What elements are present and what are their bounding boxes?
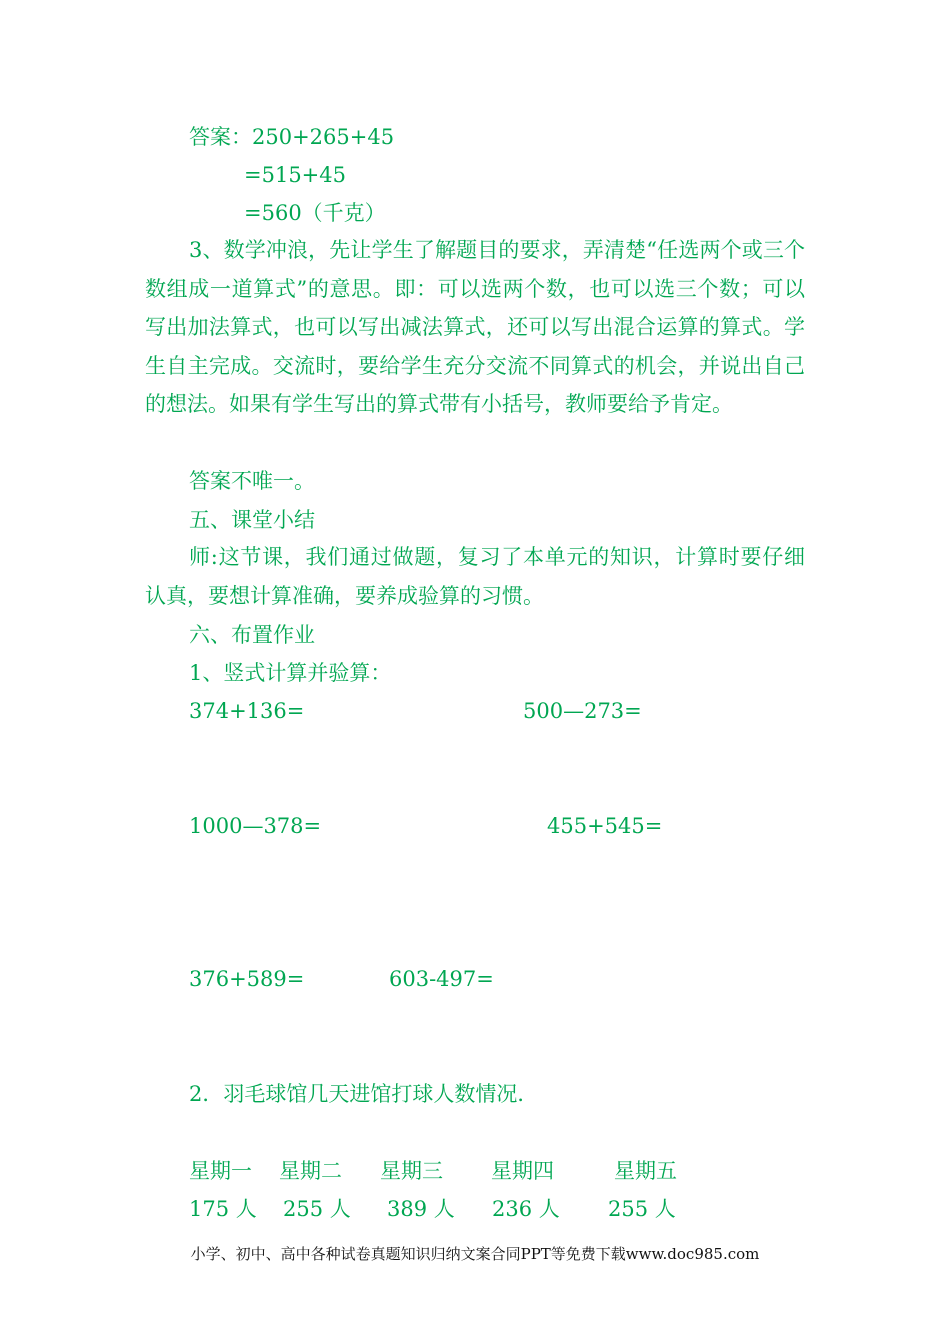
- problem-1: 374+136=: [189, 699, 305, 723]
- summary-paragraph: 师:这节课，我们通过做题，复习了本单元的知识，计算时要仔细认真，要想计算准确，要养成验算的习惯。: [145, 545, 805, 608]
- homework-task2-title: 2．羽毛球馆几天进馆打球人数情况．: [189, 1082, 539, 1106]
- table-count-2: 255 人: [283, 1197, 351, 1221]
- table-day-1: 星期一: [189, 1159, 252, 1183]
- table-day-2: 星期二: [279, 1159, 342, 1183]
- section3-paragraph: 3、数学冲浪，先让学生了解题目的要求，弄清楚“任选两个或三个数组成一道算式”的意思。即：可以选两个数，也可以选三个数；可以写出加法算式，也可以写出减法算式，还可以写出混合运算的算式。学生自主完成。交流时，要给学生充分交流不同算式的机会，并说出自己的想法。如果有学生写出的算式带有小括号，教师要给予肯定。: [145, 238, 805, 416]
- answer-line-1: 答案：250+265+45: [189, 125, 395, 149]
- table-count-5: 255 人: [608, 1197, 676, 1221]
- answer-line-2: =515+45: [244, 163, 346, 187]
- problem-4: 455+545=: [547, 814, 663, 838]
- problem-6: 603-497=: [389, 967, 494, 991]
- footer-text: 小学、初中、高中各种试卷真题知识归纳文案合同PPT等免费下载www.doc985.com: [190, 1245, 760, 1263]
- problem-5: 376+589=: [189, 967, 305, 991]
- problem-2: 500—273=: [523, 699, 642, 723]
- section3-answer-note: 答案不唯一。: [189, 469, 315, 493]
- table-day-5: 星期五: [614, 1159, 677, 1183]
- answer-line-3: =560（千克）: [244, 201, 386, 225]
- table-count-3: 389 人: [387, 1197, 455, 1221]
- table-day-4: 星期四: [491, 1159, 554, 1183]
- table-day-3: 星期三: [380, 1159, 443, 1183]
- table-count-1: 175 人: [189, 1197, 257, 1221]
- homework-task1-title: 1、竖式计算并验算：: [189, 661, 392, 685]
- summary-heading: 五、课堂小结: [189, 508, 315, 532]
- homework-heading: 六、布置作业: [189, 623, 315, 647]
- table-count-4: 236 人: [492, 1197, 560, 1221]
- problem-3: 1000—378=: [189, 814, 322, 838]
